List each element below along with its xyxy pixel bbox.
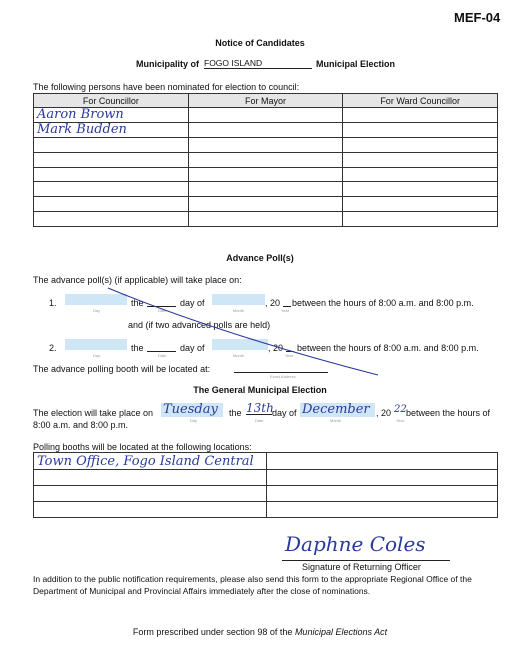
nominated-intro: The following persons have been nominated for election to council: xyxy=(33,82,300,92)
election-year-value[interactable]: 22 xyxy=(394,404,407,415)
general-hours-line2: 8:00 a.m. and 8:00 p.m. xyxy=(33,420,129,430)
advance-booth-text: The advance polling booth will be located at: xyxy=(33,364,211,374)
candidate-cell[interactable]: Aaron Brown xyxy=(34,108,189,123)
candidate-cell[interactable]: Mark Budden xyxy=(34,123,189,138)
election-date-field[interactable] xyxy=(246,401,272,415)
hint-year: Year xyxy=(285,353,294,358)
form-footer xyxy=(0,627,520,637)
general-hours-line1: between the hours of xyxy=(406,408,491,418)
election-month-field[interactable] xyxy=(300,403,375,417)
booth-location-cell[interactable] xyxy=(266,486,497,502)
advance-2-year-prefix: , 20 xyxy=(268,343,284,353)
header-ward-councillor: For Ward Councillor xyxy=(343,94,498,108)
general-election-heading: The General Municipal Election xyxy=(193,385,327,395)
hint-day: Day xyxy=(93,353,101,358)
table-row xyxy=(34,453,498,470)
footer-act: Municipal Elections Act xyxy=(294,627,388,637)
advance-poll-heading: Advance Poll(s) xyxy=(226,253,294,263)
municipality-prefix: Municipality of xyxy=(136,59,199,69)
returning-officer-signature: Daphne Coles xyxy=(285,532,426,556)
municipality-suffix: Municipal Election xyxy=(316,59,396,69)
general-year-prefix: , 20 xyxy=(376,408,392,418)
advance-2-hours: between the hours of 8:00 a.m. and 8:00 p.m. xyxy=(297,343,479,353)
general-line-start: The election will take place on xyxy=(33,408,154,418)
hint-year: Year xyxy=(281,308,290,313)
hint-month: Month xyxy=(330,418,342,423)
advance-poll-intro: The advance poll(s) (if applicable) will take place on: xyxy=(33,275,242,285)
header-councillor: For Councillor xyxy=(34,94,189,108)
booth-location-cell[interactable] xyxy=(266,453,497,470)
booth-location-cell[interactable]: Town Office, Fogo Island Central xyxy=(34,453,267,470)
booth-location-cell[interactable] xyxy=(34,502,267,518)
booths-intro: Polling booths will be located at the following locations: xyxy=(33,442,252,452)
general-day-of: day of xyxy=(272,408,297,418)
advance-2-day-of: day of xyxy=(180,343,205,353)
table-row xyxy=(34,502,498,518)
advance-1-hours: between the hours of 8:00 a.m. and 8:00 p.m. xyxy=(292,298,474,308)
table-row xyxy=(34,486,498,502)
general-the: the xyxy=(229,408,242,418)
hint-year: Year xyxy=(396,418,405,423)
hint-month: Month xyxy=(233,353,245,358)
booth-location-cell[interactable] xyxy=(34,470,267,486)
municipality-name: FOGO ISLAND xyxy=(204,58,263,68)
hint-date: Date xyxy=(255,418,264,423)
hint-day: Day xyxy=(93,308,101,313)
form-code: MEF-04 xyxy=(454,10,501,25)
advance-1-day-of: day of xyxy=(180,298,205,308)
booths-table xyxy=(33,452,498,518)
hint-location: Exact Address xyxy=(270,374,296,379)
signature-caption: Signature of Returning Officer xyxy=(302,562,421,572)
election-month-value: December xyxy=(302,402,370,417)
hint-month: Month xyxy=(233,308,245,313)
booth-location-cell[interactable] xyxy=(266,470,497,486)
advance-2-the: the xyxy=(131,343,144,353)
election-day-value: Tuesday xyxy=(163,402,218,417)
election-day-field[interactable] xyxy=(161,403,223,417)
hint-date: Date xyxy=(158,308,167,313)
booth-location-cell[interactable] xyxy=(266,502,497,518)
election-date-value: 13th xyxy=(246,401,274,415)
hint-date: Date xyxy=(158,353,167,358)
signature-line xyxy=(282,560,450,561)
hint-day: Day xyxy=(190,418,198,423)
booth-location-cell[interactable] xyxy=(34,486,267,502)
advance-1-year-prefix: , 20 xyxy=(265,298,281,308)
header-mayor: For Mayor xyxy=(188,94,343,108)
advance-item-1-number: 1. xyxy=(49,298,57,308)
page-title: Notice of Candidates xyxy=(215,38,305,48)
advance-item-2-number: 2. xyxy=(49,343,57,353)
advance-and-if-two: and (if two advanced polls are held) xyxy=(128,320,271,330)
notification-notice: In addition to the public notification requirements, please also send this form to the appropriate Regional Office of the Department of Municipal and Provincial Affairs immediately after the close of nominations. xyxy=(33,574,472,596)
table-row xyxy=(34,470,498,486)
advance-1-the: the xyxy=(131,298,144,308)
footer-prefix: Form prescribed under section 98 of the xyxy=(132,627,293,637)
